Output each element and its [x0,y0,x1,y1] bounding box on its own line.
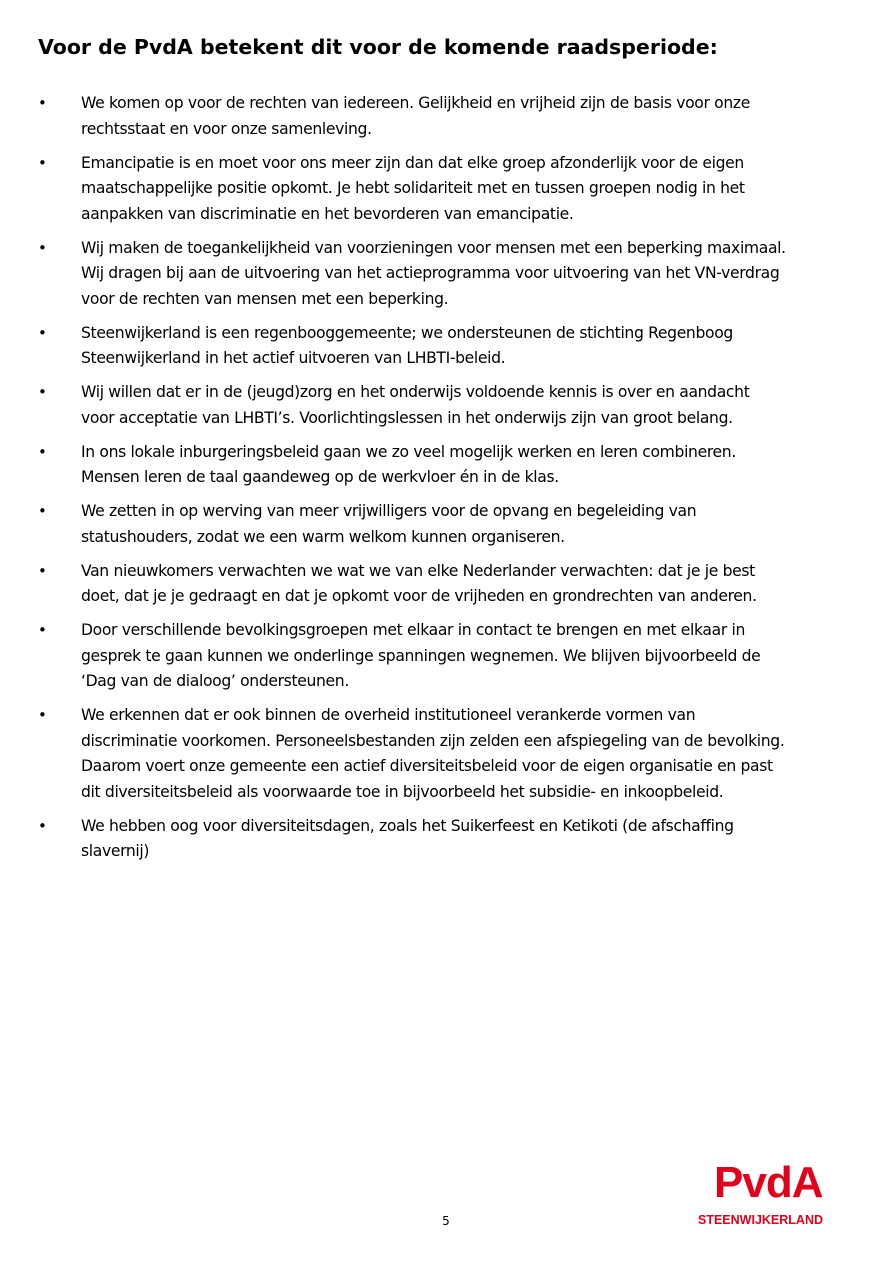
bullet-text-line: Wij willen dat er in de (jeugd)zorg en het onderwijs voldoende kennis is over en aandacht [81,383,750,401]
bullet-text-line: We komen op voor de rechten van iedereen. Gelijkheid en vrijheid zijn de basis voor onze [81,94,750,112]
bullet-text-line: maatschappelijke positie opkomt. Je hebt solidariteit met en tussen groepen nodig in het [81,179,745,197]
logo-wordmark: PvdA [714,1158,823,1207]
bullet-dot-icon: • [38,383,47,401]
bullet-item [38,380,860,431]
page-number: 5 [442,1214,450,1228]
bullet-text-line: Mensen leren de taal gaandeweg op de werkvloer én in de klas. [81,468,559,486]
pvda-logo [690,1160,860,1230]
bullet-text-line: gesprek te gaan kunnen we onderlinge spanningen wegnemen. We blijven bijvoorbeeld de [81,646,761,665]
bullet-text-line: Wij maken de toegankelijkheid van voorzieningen voor mensen met een beperking maximaal. [81,238,786,257]
bullet-text-line: statushouders, zodat we een warm welkom kunnen organiseren. [81,527,565,546]
bullet-item [38,499,860,550]
bullet-text-line: dit diversiteitsbeleid als voorwaarde toe in bijvoorbeeld het subsidie- en inkoopbeleid. [81,782,724,801]
bullet-text-line: In ons lokale inburgeringsbeleid gaan we zo veel mogelijk werken en leren combineren. [81,442,736,461]
bullet-dot-icon: • [38,94,47,112]
bullet-text-line: aanpakken van discriminatie en het bevorderen van emancipatie. [81,204,574,223]
bullet-text-line: We erkennen dat er ook binnen de overheid institutioneel verankerde vormen van [81,706,696,724]
bullet-item [38,236,860,313]
bullet-text-line: rechtsstaat en voor onze samenleving. [81,119,372,138]
bullet-text-line: Steenwijkerland in het actief uitvoeren van LHBTI-beleid. [81,349,506,367]
bullet-text-line: voor acceptatie van LHBTI’s. Voorlichtingslessen in het onderwijs zijn van groot belang. [81,408,733,427]
bullet-dot-icon: • [38,706,47,724]
page-heading: Voor de PvdA betekent dit voor de komende raadsperiode: [38,35,718,59]
bullet-text-line: slavernij) [81,842,150,860]
bullet-item [38,618,860,695]
bullet-item [38,703,860,805]
bullet-dot-icon: • [38,561,47,580]
bullet-text-line: ‘Dag van de dialoog’ ondersteunen. [81,672,349,690]
bullet-text-line: We zetten in op werving van meer vrijwilligers voor de opvang en begeleiding van [81,502,697,520]
bullet-item [38,321,860,372]
bullet-text-line: Door verschillende bevolkingsgroepen met elkaar in contact te brengen en met elkaar in [81,621,745,639]
bullet-dot-icon: • [38,442,47,461]
bullet-dot-icon: • [38,816,47,835]
bullet-item [38,440,860,491]
bullet-item [38,814,860,865]
bullet-text-line: voor de rechten van mensen met een beperking. [81,289,449,308]
bullet-item [38,151,860,228]
bullet-item [38,559,860,610]
bullet-text-line: doet, dat je je gedraagt en dat je opkomt voor de vrijheden en grondrechten van anderen. [81,587,757,605]
bullet-dot-icon: • [38,621,47,639]
bullet-text-line: Van nieuwkomers verwachten we wat we van elke Nederlander verwachten: dat je je best [81,561,755,580]
logo-subtitle: STEENWIJKERLAND [698,1213,824,1227]
bullet-dot-icon: • [38,502,47,520]
bullet-dot-icon: • [38,238,47,257]
bullet-text-line: Emancipatie is en moet voor ons meer zijn dan dat elke groep afzonderlijk voor de eigen [81,153,744,172]
bullet-text-line: discriminatie voorkomen. Personeelsbestanden zijn zelden een afspiegeling van de bevolking. [81,731,785,750]
bullet-dot-icon: • [38,153,47,172]
bullet-dot-icon: • [38,323,47,342]
bullet-text-line: Daarom voert onze gemeente een actief diversiteitsbeleid voor de eigen organisatie en past [81,757,773,775]
bullet-list [38,91,860,873]
bullet-text-line: We hebben oog voor diversiteitsdagen, zoals het Suikerfeest en Ketikoti (de afschaffing [81,816,734,835]
bullet-item [38,91,860,142]
bullet-text-line: Wij dragen bij aan de uitvoering van het actieprogramma voor uitvoering van het VN-verdrag [81,264,780,282]
bullet-text-line: Steenwijkerland is een regenbooggemeente; we ondersteunen de stichting Regenboog [81,323,733,342]
